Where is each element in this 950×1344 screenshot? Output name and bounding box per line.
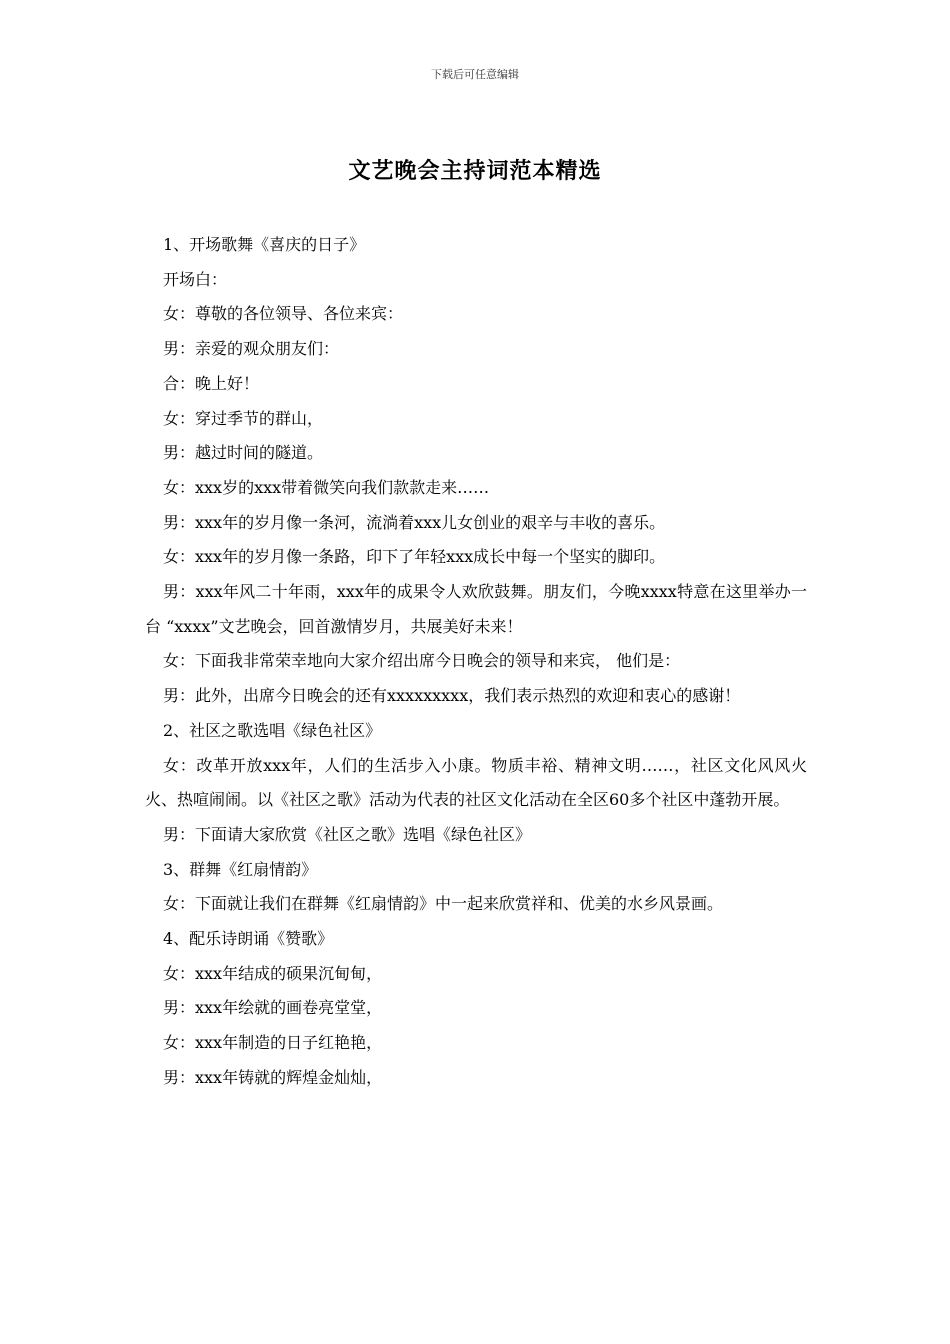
paragraph: 1、开场歌舞《喜庆的日子》 [163,235,366,254]
paragraph: 女：xxx年的岁月像一条路，印下了年轻xxx成长中每一个坚实的脚印。 [163,547,666,567]
document-title: 文艺晚会主持词范本精选 [348,158,602,184]
paragraph: 男：越过时间的隧道。 [163,443,324,463]
paragraph: 女：下面就让我们在群舞《红扇情韵》中一起来欣赏祥和、优美的水乡风景画。 [163,894,724,914]
paragraph: 2、社区之歌选唱《绿色社区》 [163,720,382,740]
document-body [145,228,807,1096]
paragraph: 4、配乐诗朗诵《赞歌》 [163,929,334,949]
paragraph: 女：尊敬的各位领导、各位来宾： [163,304,404,324]
paragraph: 男：xxx年风二十年雨，xxx年的成果令人欢欣鼓舞。朋友们，今晚xxxx特意在这里举办一台 “xxxx”文艺晚会，回首激情岁月，共展美好未来！ [145,582,807,636]
paragraph: 男：此外，出席今日晚会的还有xxxxxxxxx，我们表示热烈的欢迎和衷心的感谢！ [163,686,741,706]
paragraph: 女：穿过季节的群山， [163,408,324,428]
paragraph: 男：xxx年绘就的画卷亮堂堂， [163,998,383,1018]
paragraph: 女：xxx岁的xxx带着微笑向我们款款走来…… [163,477,490,497]
paragraph: 男：下面请大家欣赏《社区之歌》选唱《绿色社区》 [163,824,532,844]
paragraph: 男：亲爱的观众朋友们： [163,339,340,359]
header-note: 下载后可任意编辑 [431,68,519,81]
paragraph: 3、群舞《红扇情韵》 [163,859,318,879]
paragraph: 女：xxx年结成的硕果沉甸甸， [163,963,383,983]
paragraph: 女：下面我非常荣幸地向大家介绍出席今日晚会的领导和来宾， 他们是： [163,651,681,671]
paragraph: 合：晚上好！ [163,373,260,393]
paragraph: 女：改革开放xxx年，人们的生活步入小康。物质丰裕、精神文明……，社区文化风风火火、热喧闹闹。以《社区之歌》活动为代表的社区文化活动在全区60多个社区中蓬勃开展。 [145,755,807,810]
paragraph: 女：xxx年制造的日子红艳艳， [163,1033,383,1053]
paragraph: 男：xxx年的岁月像一条河，流淌着xxx儿女创业的艰辛与丰收的喜乐。 [163,512,666,532]
paragraph: 开场白： [163,269,228,289]
paragraph: 男：xxx年铸就的辉煌金灿灿， [163,1067,383,1087]
